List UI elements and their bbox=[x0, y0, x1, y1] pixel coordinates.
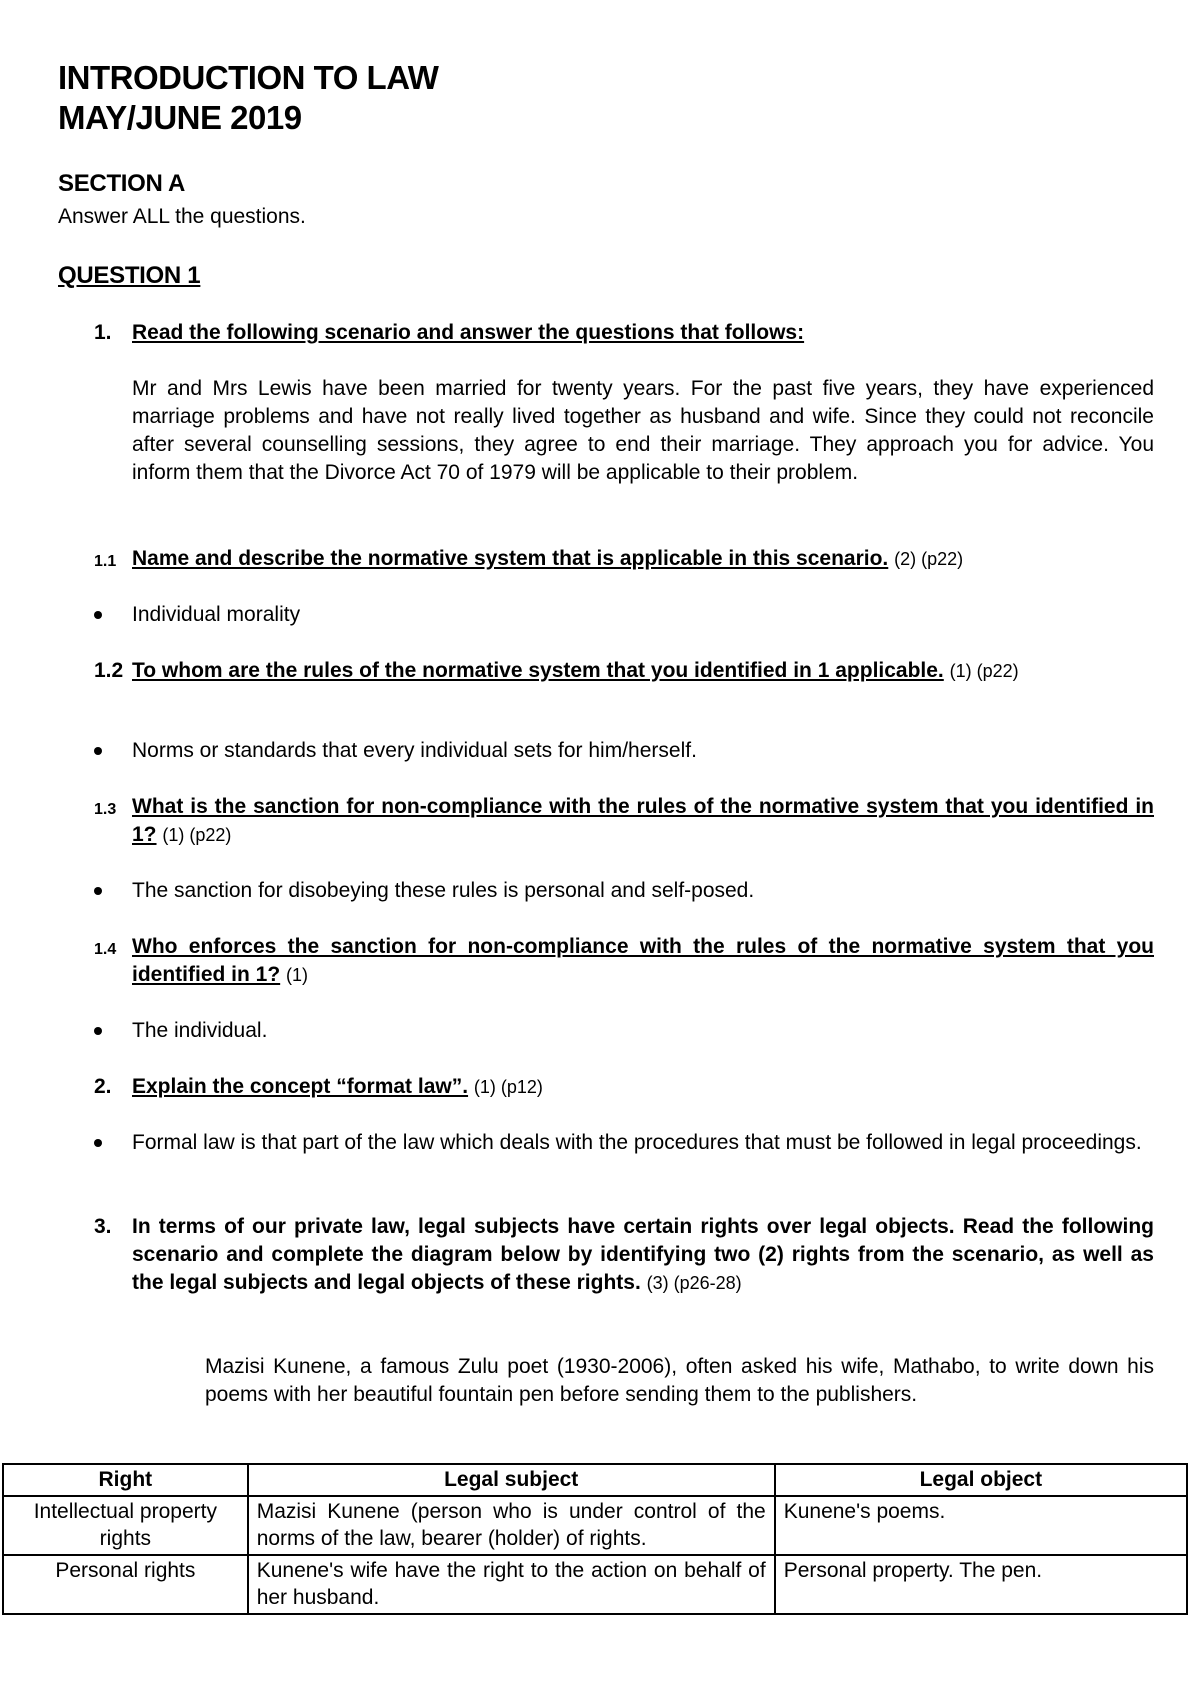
question-heading: QUESTION 1 bbox=[58, 262, 201, 289]
table-cell: Personal property. The pen. bbox=[775, 1555, 1187, 1614]
scenario-paragraph: Mazisi Kunene, a famous Zulu poet (1930-2006), often asked his wife, Mathabo, to write down his poems with her beautiful fountain pen before sending them to the publishers. bbox=[205, 1355, 1154, 1406]
bullet-icon bbox=[94, 887, 102, 895]
bullet-icon bbox=[94, 1027, 102, 1035]
question-prompt: What is the sanction for non-compliance with the rules of the normative system that you identified in 1? bbox=[132, 795, 1154, 846]
question-prompt: Read the following scenario and answer the questions that follows: bbox=[132, 321, 805, 344]
question-number: 3. bbox=[94, 1215, 112, 1238]
marks: (1) (p22) bbox=[949, 661, 1019, 681]
section-heading: SECTION A bbox=[58, 170, 186, 197]
answer-text: The sanction for disobeying these rules is personal and self-posed. bbox=[132, 879, 755, 902]
answer-1-3 bbox=[94, 877, 1154, 905]
table-cell: Personal rights bbox=[3, 1555, 248, 1614]
question-number: 1.3 bbox=[94, 801, 117, 818]
question-1-3 bbox=[94, 793, 1154, 849]
question-1-1 bbox=[94, 545, 1154, 573]
question-number: 1.1 bbox=[94, 553, 117, 570]
answer-1-1 bbox=[94, 601, 1154, 629]
column-header: Legal subject bbox=[248, 1464, 775, 1496]
bullet-icon bbox=[94, 747, 102, 755]
question-1-4 bbox=[94, 933, 1154, 989]
answer-2 bbox=[94, 1129, 1154, 1157]
table-row bbox=[3, 1496, 1187, 1555]
scenario-paragraph: Mr and Mrs Lewis have been married for twenty years. For the past five years, they have experienced marriage problems and have not really lived together as husband and wife. Since they could not reconcile after several counselling sessions, they agree to end their marriage. They approach you for advice. You inform them that the Divorce Act 70 of 1979 will be applicable to their problem. bbox=[132, 377, 1154, 484]
table-header-row bbox=[3, 1464, 1187, 1496]
rights-table bbox=[2, 1463, 1188, 1615]
question-number: 2. bbox=[94, 1075, 112, 1098]
question-3 bbox=[94, 1213, 1154, 1297]
table-cell: Kunene's poems. bbox=[775, 1496, 1187, 1555]
marks: (2) (p22) bbox=[894, 549, 964, 569]
question-prompt: In terms of our private law, legal subjects have certain rights over legal objects. Read the following scenario and complete the diagram below by identifying two (2) rights from the scenario, as well as the legal subjects and legal objects of these rights. bbox=[132, 1215, 1154, 1294]
answer-text: Individual morality bbox=[132, 603, 301, 626]
question-prompt: Who enforces the sanction for non-compliance with the rules of the normative system that you identified in 1? bbox=[132, 935, 1154, 986]
answer-1-4 bbox=[94, 1017, 1154, 1045]
question-number: 1.4 bbox=[94, 941, 117, 958]
doc-date: MAY/JUNE 2019 bbox=[58, 99, 302, 136]
bullet-icon bbox=[94, 611, 102, 619]
question-prompt: Explain the concept “format law”. bbox=[132, 1075, 469, 1098]
question-prompt: Name and describe the normative system that is applicable in this scenario. bbox=[132, 547, 889, 570]
doc-title: INTRODUCTION TO LAW bbox=[58, 59, 439, 96]
marks: (1) (p22) bbox=[162, 825, 232, 845]
answer-text: Formal law is that part of the law which deals with the procedures that must be followed in legal proceedings. bbox=[132, 1131, 1142, 1154]
marks: (1) (p12) bbox=[473, 1077, 543, 1097]
answer-1-2 bbox=[94, 737, 1154, 765]
question-1 bbox=[94, 319, 1154, 347]
marks: (1) bbox=[286, 965, 309, 985]
table-cell: Mazisi Kunene (person who is under control of the norms of the law, bearer (holder) of rights. bbox=[248, 1496, 775, 1555]
bullet-icon bbox=[94, 1139, 102, 1147]
question-2 bbox=[94, 1073, 1154, 1101]
instructions: Answer ALL the questions. bbox=[58, 205, 306, 228]
column-header: Legal object bbox=[775, 1464, 1187, 1496]
question-number: 1.2 bbox=[94, 659, 124, 682]
answer-text: The individual. bbox=[132, 1019, 268, 1042]
table-cell: Intellectual property rights bbox=[3, 1496, 248, 1555]
question-1-2 bbox=[94, 657, 1154, 685]
column-header: Right bbox=[3, 1464, 248, 1496]
question-number: 1. bbox=[94, 321, 112, 344]
table-cell: Kunene's wife have the right to the action on behalf of her husband. bbox=[248, 1555, 775, 1614]
marks: (3) (p26-28) bbox=[646, 1273, 742, 1293]
table-row bbox=[3, 1555, 1187, 1614]
answer-text: Norms or standards that every individual sets for him/herself. bbox=[132, 739, 697, 762]
question-prompt: To whom are the rules of the normative system that you identified in 1 applicable. bbox=[132, 659, 944, 682]
